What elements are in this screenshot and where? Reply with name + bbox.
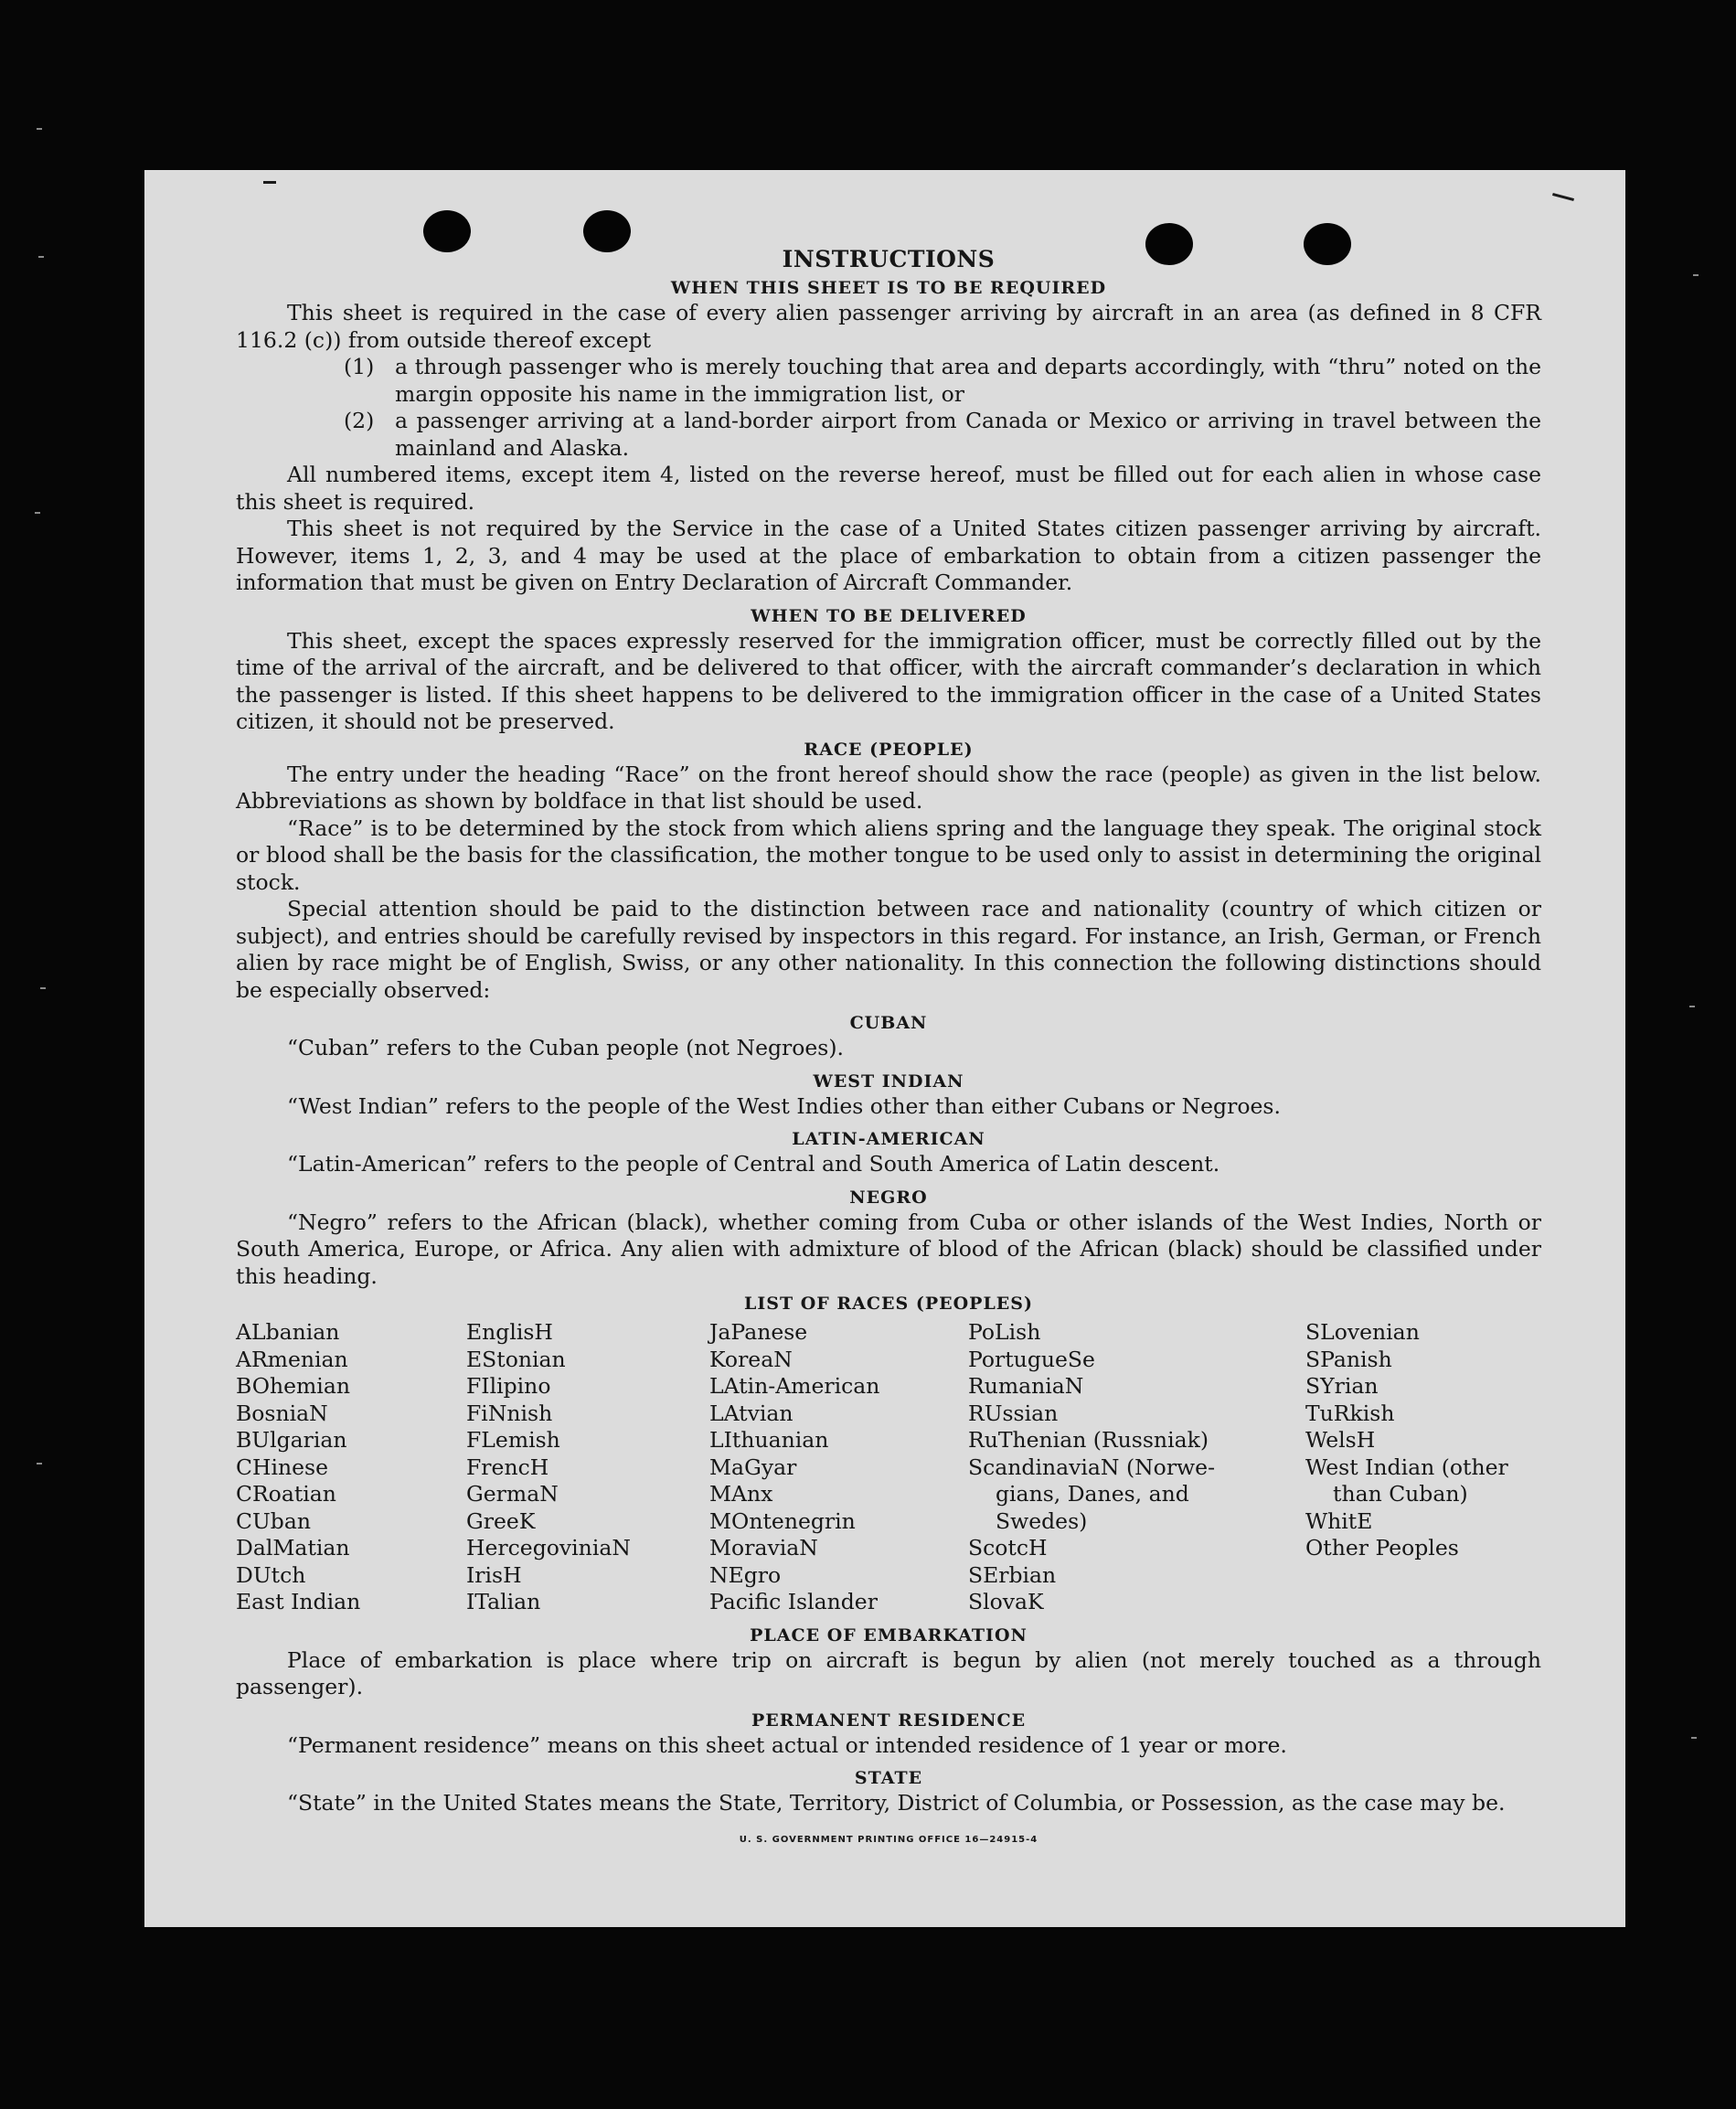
race-entry: RUssian bbox=[968, 1400, 1059, 1426]
race-entry: FiNnish bbox=[466, 1400, 553, 1426]
race-entry: RuThenian (Russniak) bbox=[968, 1427, 1209, 1453]
race-entry: LAtvian bbox=[709, 1400, 793, 1426]
scan-speck bbox=[35, 512, 40, 514]
item-text: a through passenger who is merely touching that area and departs accordingly, with “thru” noted on the margin opposite his name in the immigration list, or bbox=[395, 354, 1541, 407]
paragraph: “State” in the United States means the State, Territory, District of Columbia, or Possession, as the case may be. bbox=[287, 1790, 1506, 1816]
race-entry: SPanish bbox=[1305, 1346, 1392, 1372]
races-column bbox=[466, 1319, 709, 1616]
race-entry: FLemish bbox=[466, 1427, 560, 1453]
race-entry: EnglisH bbox=[466, 1319, 553, 1345]
race-entry: NEgro bbox=[709, 1561, 782, 1588]
paragraph: “West Indian” refers to the people of the West Indies other than either Cubans or Negroes. bbox=[287, 1092, 1281, 1119]
section-heading: RACE (PEOPLE) bbox=[804, 739, 974, 760]
race-entry: CHinese bbox=[236, 1454, 328, 1480]
race-entry: WelsH bbox=[1305, 1427, 1376, 1453]
section-heading: WHEN TO BE DELIVERED bbox=[751, 605, 1027, 626]
races-column bbox=[236, 1319, 466, 1616]
race-entry: Swedes) bbox=[996, 1507, 1088, 1534]
section-heading: PERMANENT RESIDENCE bbox=[751, 1710, 1027, 1731]
race-entry: HercegoviniaN bbox=[466, 1535, 631, 1560]
printing-office-footer: U. S. GOVERNMENT PRINTING OFFICE 16—24915-4 bbox=[739, 1834, 1038, 1845]
instructions-body bbox=[236, 241, 1541, 1853]
paragraph: “Negro” refers to the African (black), whether coming from Cuba or other islands of the West Indies, North or South America, Europe, or Africa. Any alien with admixture of blood of the African (black) should be classified under this heading. bbox=[236, 1209, 1541, 1289]
section-heading: CUBAN bbox=[849, 1013, 928, 1033]
paragraph: The entry under the heading “Race” on the front hereof should show the race (people) as given in the list below. Abbreviations as shown by boldface in that list should be used. bbox=[236, 761, 1541, 814]
race-entry: East Indian bbox=[236, 1589, 361, 1614]
race-entry: Pacific Islander bbox=[709, 1589, 878, 1614]
race-entry: ITalian bbox=[466, 1589, 541, 1614]
section-heading: WEST INDIAN bbox=[813, 1070, 964, 1092]
paragraph: Place of embarkation is place where trip on aircraft is begun by alien (not merely touched as a through passenger). bbox=[236, 1646, 1541, 1699]
race-entry: MAnx bbox=[709, 1481, 773, 1507]
paragraph: “Latin-American” refers to the people of Central and South America of Latin descent. bbox=[287, 1151, 1220, 1177]
race-entry: ARmenian bbox=[236, 1346, 348, 1372]
paragraph: “Cuban” refers to the Cuban people (not Negroes). bbox=[287, 1035, 845, 1060]
race-entry: DUtch bbox=[236, 1561, 306, 1588]
race-entry: MOntenegrin bbox=[709, 1507, 856, 1534]
paragraph: This sheet is required in the case of every alien passenger arriving by aircraft in an area (as defined in 8 CFR 116.2 (c)) from outside thereof except bbox=[236, 300, 1541, 353]
page-title: INSTRUCTIONS bbox=[782, 246, 996, 272]
race-entry: PoLish bbox=[968, 1319, 1041, 1345]
race-entry: JaPanese bbox=[709, 1319, 808, 1345]
races-list bbox=[236, 1319, 1541, 1616]
numbered-item bbox=[236, 408, 1541, 462]
paragraph: “Permanent residence” means on this sheet actual or intended residence of 1 year or more. bbox=[287, 1731, 1287, 1758]
section-heading: STATE bbox=[854, 1768, 923, 1788]
race-entry: PortugueSe bbox=[968, 1346, 1095, 1372]
race-entry: IrisH bbox=[466, 1561, 522, 1588]
race-entry: than Cuban) bbox=[1333, 1481, 1468, 1507]
race-entry: LAtin-American bbox=[709, 1373, 880, 1399]
paragraph: This sheet, except the spaces expressly reserved for the immigration officer, must be correctly filled out by the time of the arrival of the aircraft, and be delivered to that officer, with the aircraft commander’s declaration in which the passenger is listed. If this sheet happens to be delivered to the immigration officer in the case of a United States citizen, it should not be preserved. bbox=[236, 627, 1541, 734]
item-text: a passenger arriving at a land-border airport from Canada or Mexico or arriving in travel between the mainland and Alaska. bbox=[395, 408, 1541, 461]
race-entry: SlovaK bbox=[968, 1589, 1044, 1614]
scan-speck bbox=[38, 256, 44, 258]
races-column bbox=[968, 1319, 1305, 1616]
race-entry: Other Peoples bbox=[1305, 1535, 1459, 1560]
paragraph: This sheet is not required by the Service in the case of a United States citizen passenger arriving by aircraft. However, items 1, 2, 3, and 4 may be used at the place of embarkation to obtain from a citizen passenger the information that must be given on Entry Declaration of Aircraft Commander. bbox=[236, 516, 1541, 595]
scan-mark bbox=[263, 181, 276, 184]
race-entry: WhitE bbox=[1305, 1507, 1373, 1534]
item-number: (2) bbox=[344, 408, 375, 433]
race-entry: MoraviaN bbox=[709, 1535, 818, 1560]
paragraph: Special attention should be paid to the distinction between race and nationality (country of which citizen or subject), and entries should be carefully revised by inspectors in this regard. For instance, an Irish, German, or French alien by race might be of English, Swiss, or any other nationality. In this connection the following distinctions should be especially observed: bbox=[236, 896, 1541, 1003]
item-number: (1) bbox=[344, 354, 375, 379]
scan-speck bbox=[1693, 274, 1699, 276]
section-heading: LIST OF RACES (PEOPLES) bbox=[744, 1294, 1033, 1314]
race-entry: GermaN bbox=[466, 1481, 559, 1507]
race-entry: FIlipino bbox=[466, 1373, 551, 1399]
race-entry: BosniaN bbox=[236, 1400, 328, 1426]
race-entry: LIthuanian bbox=[709, 1427, 829, 1453]
race-entry: RumaniaN bbox=[968, 1373, 1084, 1399]
paragraph: All numbered items, except item 4, listed on the reverse hereof, must be filled out for each alien in whose case this sheet is required. bbox=[236, 462, 1541, 515]
section-heading: NEGRO bbox=[849, 1187, 928, 1208]
race-entry: TuRkish bbox=[1305, 1400, 1395, 1426]
document-sheet bbox=[144, 170, 1625, 1927]
race-entry: EStonian bbox=[466, 1346, 566, 1372]
race-entry: ALbanian bbox=[236, 1319, 340, 1345]
race-entry: KoreaN bbox=[709, 1346, 793, 1372]
race-entry: BUlgarian bbox=[236, 1427, 347, 1453]
race-entry: ScotcH bbox=[968, 1535, 1048, 1560]
race-entry: CRoatian bbox=[236, 1481, 336, 1507]
section-heading: PLACE OF EMBARKATION bbox=[750, 1624, 1028, 1646]
numbered-item bbox=[236, 354, 1541, 408]
scan-speck bbox=[1689, 1006, 1695, 1007]
race-entry: BOhemian bbox=[236, 1373, 350, 1399]
section-heading: LATIN-AMERICAN bbox=[792, 1129, 985, 1149]
scan-speck bbox=[1691, 1737, 1697, 1739]
race-entry: MaGyar bbox=[709, 1454, 797, 1480]
scan-speck bbox=[40, 987, 46, 989]
races-column bbox=[709, 1319, 968, 1616]
race-entry: SErbian bbox=[968, 1561, 1057, 1588]
race-entry: West Indian (other bbox=[1305, 1454, 1508, 1480]
race-entry: SLovenian bbox=[1305, 1319, 1420, 1345]
scan-speck bbox=[37, 1463, 42, 1465]
race-entry: ScandinaviaN (Norwe- bbox=[968, 1454, 1216, 1480]
race-entry: GreeK bbox=[466, 1507, 536, 1534]
race-entry: CUban bbox=[236, 1507, 311, 1534]
paragraph: “Race” is to be determined by the stock from which aliens spring and the language they speak. The original stock or blood shall be the basis for the classification, the mother tongue to be used only to assist in determining the original stock. bbox=[236, 815, 1541, 895]
race-entry: FrencH bbox=[466, 1454, 549, 1480]
race-entry: gians, Danes, and bbox=[996, 1481, 1189, 1507]
scan-mark bbox=[1552, 193, 1574, 201]
scan-speck bbox=[37, 128, 42, 130]
section-heading: WHEN THIS SHEET IS TO BE REQUIRED bbox=[670, 278, 1107, 298]
races-column bbox=[1305, 1319, 1541, 1616]
race-entry: SYrian bbox=[1305, 1373, 1379, 1399]
race-entry: DalMatian bbox=[236, 1535, 350, 1560]
